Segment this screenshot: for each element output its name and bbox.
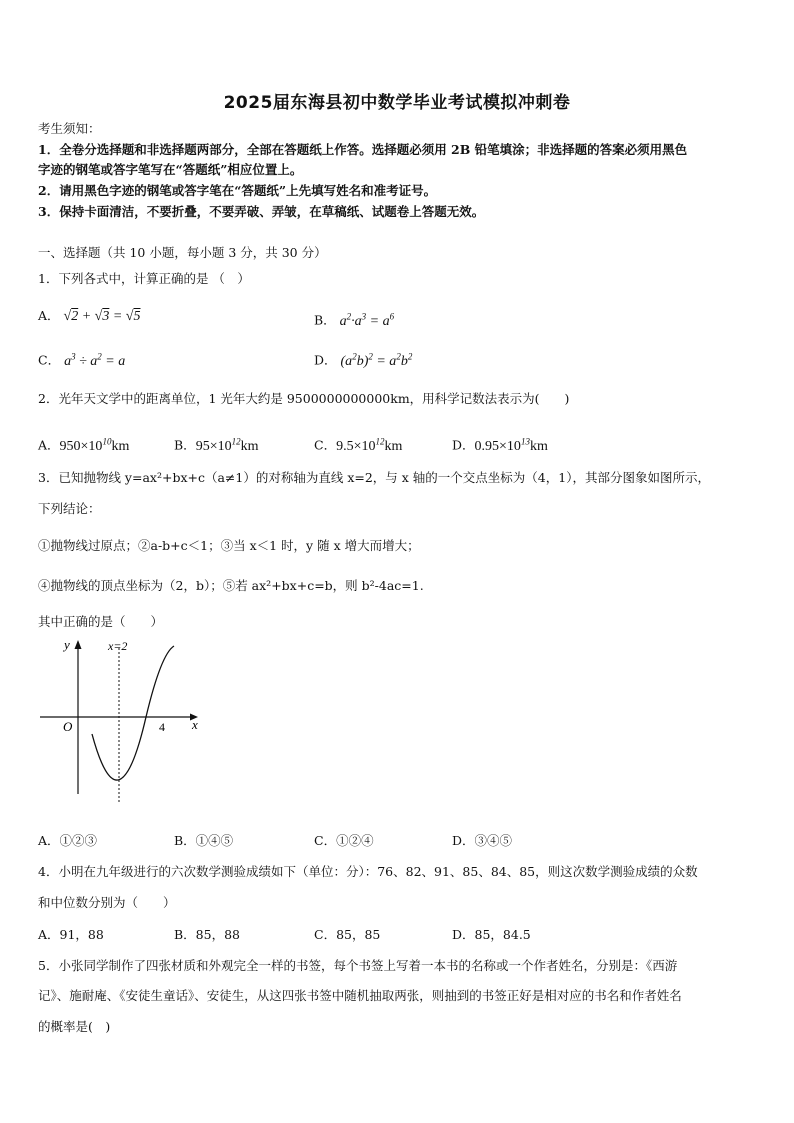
q4-option-c[interactable]: C．85，85 [314, 927, 381, 942]
q1-option-b-expr: $a^2\cdot a^3 = a^6$ [339, 311, 395, 329]
q1-option-c-expr: $a^3 \div a^2 = a$ [64, 351, 126, 369]
x-axis-label: x [192, 717, 198, 732]
q5-stem-1: 5．小张同学制作了四张材质和外观完全一样的书签，每个书签上写着一本书的名称或一个作者姓名，分别是：《西游 [38, 958, 678, 973]
section-heading: 一、选择题（共 10 小题，每小题 3 分，共 30 分） [38, 245, 327, 260]
q3-stem-1: 3．已知抛物线 y=ax²+bx+c（a≠1）的对称轴为直线 x=2，与 x 轴的一个交点坐标为（4，1），其部分图象如图所示， [38, 470, 710, 485]
q2-option-d[interactable]: D．$0.95\times 10^{13}km$ [452, 436, 548, 454]
notice-line-2: 2．请用黑色字迹的钢笔或答字笔在“答题纸”上先填写姓名和准考证号。 [38, 183, 437, 198]
q1-option-d[interactable] [314, 348, 412, 370]
q1-option-c-label: C． [38, 352, 61, 368]
parabola-graph [36, 634, 206, 804]
parabola-curve [92, 646, 174, 780]
notice-line-1b: 字迹的钢笔或答字笔写在“答题纸”相应位置上。 [38, 162, 303, 177]
q1-stem: 1．下列各式中，计算正确的是 （ ） [38, 271, 250, 286]
q1-option-d-expr: $(a^2b)^2 = a^2b^2$ [340, 351, 413, 369]
q1-option-b-label: B． [314, 312, 336, 328]
q4-option-a[interactable]: A．91，88 [38, 927, 104, 942]
q3-ask: 其中正确的是（ ） [38, 614, 164, 629]
q2-stem: 2．光年天文学中的距离单位，1 光年大约是 9500000000000km，用科学记数法表示为( ) [38, 391, 570, 406]
q1-option-a[interactable] [38, 308, 140, 325]
q1-option-c[interactable] [38, 348, 125, 370]
q2-option-b[interactable]: B．$95\times 10^{12}km$ [174, 436, 259, 454]
q3-stem-2: 下列结论： [38, 501, 101, 516]
q3-option-d[interactable]: D．③④⑤ [452, 833, 513, 848]
q1-option-d-label: D． [314, 352, 337, 368]
q2-option-a[interactable]: A．$950\times 10^{10}km$ [38, 436, 130, 454]
notice-heading: 考生须知： [38, 121, 101, 136]
y-axis-label: y [64, 637, 70, 652]
q2-option-c[interactable]: C．$9.5\times 10^{12}km$ [314, 436, 403, 454]
q5-stem-2: 记》、施耐庵、《安徒生童话》、安徒生，从这四张书签中随机抽取两张，则抽到的书签正好是相对应的书名和作者姓名 [38, 988, 682, 1003]
exam-title: 2025届东海县初中数学毕业考试模拟冲刺卷 [223, 93, 571, 113]
q1-option-b[interactable] [314, 308, 394, 330]
q3-option-a[interactable]: A．①②③ [38, 833, 98, 848]
q3-option-b[interactable]: B．①④⑤ [174, 833, 234, 848]
y-axis-arrow [75, 640, 82, 649]
symmetry-label: x=2 [108, 639, 128, 653]
q3-conclusions-1: ①抛物线过原点；②a-b+c＜1；③当 x＜1 时，y 随 x 增大而增大； [38, 538, 420, 553]
origin-label: O [63, 719, 73, 734]
notice-line-3: 3．保持卡面清洁，不要折叠，不要弄破、弄皱，在草稿纸、试题卷上答题无效。 [38, 204, 485, 219]
four-label: 4 [159, 720, 165, 734]
q1-option-a-expr: √2 + √3 = √5 [63, 309, 141, 324]
q3-conclusions-2: ④抛物线的顶点坐标为（2，b）；⑤若 ax²+bx+c=b，则 b²-4ac=1. [38, 578, 424, 593]
q3-option-c[interactable]: C．①②④ [314, 833, 374, 848]
q4-stem-2: 和中位数分别为（ ） [38, 895, 176, 910]
q1-option-a-label: A． [38, 308, 60, 323]
notice-line-1a: 1．全卷分选择题和非选择题两部分，全部在答题纸上作答。选择题必须用 2B 铅笔填涂；非选择题的答案必须用黑色 [38, 142, 688, 157]
q4-option-d[interactable]: D．85，84.5 [452, 927, 531, 942]
q4-option-b[interactable]: B．85，88 [174, 927, 240, 942]
q4-stem-1: 4．小明在九年级进行的六次数学测验成绩如下（单位：分）：76、82、91、85、84、85，则这次数学测验成绩的众数 [38, 864, 698, 879]
q5-stem-3: 的概率是( ) [38, 1019, 111, 1034]
